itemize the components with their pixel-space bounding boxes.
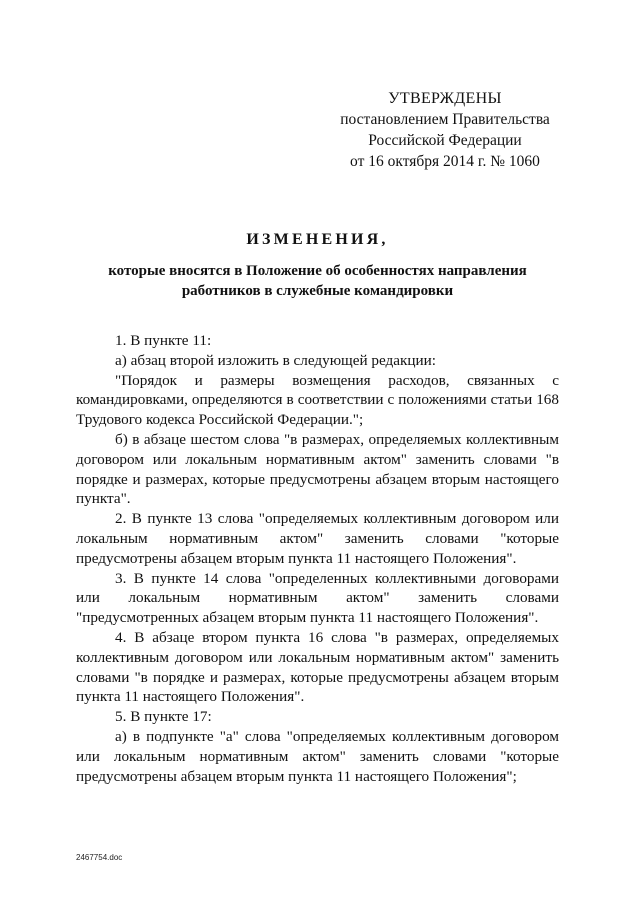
- subtitle-line: работников в служебные командировки: [181, 283, 454, 299]
- paragraph-quote: "Порядок и размеры возмещения расходов, связанных с командировками, определяются в соответствии с положениями статьи 168 Трудового кодекса Российской Федерации.";: [76, 371, 559, 429]
- approval-date-line: от 16 октября 2014 г. № 1060: [350, 153, 540, 170]
- subtitle-line: которые вносятся в Положение об особенностях направления: [108, 263, 527, 279]
- document-subtitle: [76, 261, 559, 301]
- paragraph-item-1: 1. В пункте 11:: [115, 332, 212, 349]
- approval-block: [330, 88, 560, 172]
- paragraph-item-2: 2. В пункте 13 слова "определяемых коллективным договором или локальным нормативным актом" заменить словами "которые предусмотрены абзацем вторым пункта 11 настоящего Положения".: [76, 510, 559, 567]
- paragraph-subitem-a: а) в подпункте "а" слова "определяемых коллективным договором или локальным нормативным актом" заменить словами "которые предусмотрены абзацем вторым пункта 11 настоящего Положения";: [76, 727, 559, 785]
- approval-line: Российской Федерации: [368, 132, 522, 149]
- approval-title: УТВЕРЖДЕНЫ: [388, 90, 502, 107]
- paragraph-item-4: 4. В абзаце втором пункта 16 слова "в размерах, определяемых коллективным договором или локальным нормативным актом" заменить словами "в порядке и размерах, которые предусмотрены абзацем вторым пункта 11 настоящего Положения".: [76, 628, 559, 706]
- document-title: ИЗМЕНЕНИЯ,: [246, 231, 389, 248]
- approval-line: постановлением Правительства: [340, 111, 550, 128]
- paragraph-subitem-b: б) в абзаце шестом слова "в размерах, определяемых коллективным договором или локальным нормативным актом" заменить словами "в порядке и размерах, которые предусмотрены абзацем вторым настоящего пункта".: [76, 430, 559, 508]
- paragraph-item-3: 3. В пункте 14 слова "определенных коллективными договорами или локальным нормативным актом" заменить словами "предусмотренных абзацем вторым пункта 11 настоящего Положения".: [76, 569, 559, 627]
- file-code: 2467754.doc: [76, 853, 123, 862]
- document-body: [76, 331, 559, 786]
- paragraph-item-5: 5. В пункте 17:: [115, 708, 212, 726]
- paragraph-subitem-a: а) абзац второй изложить в следующей редакции:: [115, 351, 437, 369]
